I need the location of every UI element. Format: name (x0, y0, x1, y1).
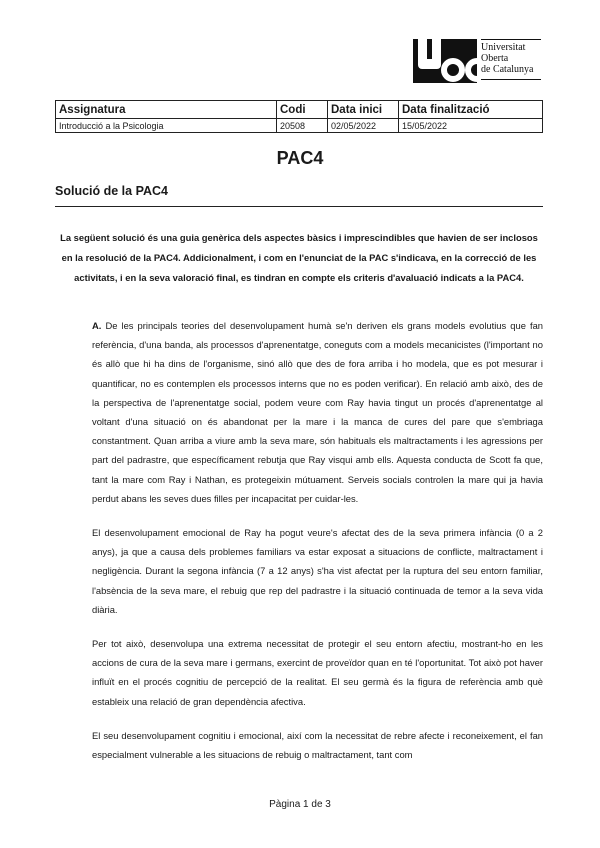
paragraph-4: El seu desenvolupament cognitiu i emocional, així com la necessitat de rebre afecte i reconeixement, el fan especialment vulnerable a les situacions de rebuig o maltractament, tant com (92, 729, 543, 761)
course-info-row (56, 119, 543, 133)
header-data-inici: Data inici (328, 101, 399, 119)
paragraph-2: El desenvolupament emocional de Ray ha pogut veure's afectat des de la seva primera infància (0 a 2 anys), ja que a causa dels problemes familiars va estar exposat a situacions de conflicte, maltractament i negligència. Durant la segona infància (7 a 12 anys) s'ha vist afectat per la ruptura del seu entorn familiar, l'absència de la seva mare, el rebuig que rep del padrastre i la situació continuada de temor a la seva vida diària. (92, 527, 543, 615)
logo-line-1: Universitat (481, 42, 526, 53)
page-footer: Pàgina 1 de 3 (269, 799, 331, 810)
course-info-table (55, 100, 543, 133)
document-title: PAC4 (276, 148, 324, 168)
cell-codi: 20508 (277, 119, 328, 133)
paragraph-3: Per tot això, desenvolupa una extrema necessitat de protegir el seu entorn afectiu, mostrant-ho en les accions de cura de la seva mare i germans, exercint de proveïdor quan en té l'oportunitat. Tot això pot haver influït en el procés cognitiu de percepció de la realitat. El seu germà és la figura de referència amb què estableix una relació de gran dependència afectiva. (92, 638, 543, 707)
body-text (92, 316, 543, 779)
uoc-logo-mark-icon (413, 39, 477, 83)
section-subtitle: Solució de la PAC4 (55, 184, 168, 198)
header-data-finalitzacio: Data finalització (399, 101, 543, 119)
cell-data-finalitzacio: 15/05/2022 (399, 119, 543, 133)
course-info-header-row (56, 101, 543, 119)
paragraph-1-label: A. (92, 320, 102, 331)
divider (55, 206, 543, 207)
uoc-logo-wordmark (481, 42, 533, 75)
cell-data-inici: 02/05/2022 (328, 119, 399, 133)
header-codi: Codi (277, 101, 328, 119)
intro-paragraph: La següent solució és una guia genèrica dels aspectes bàsics i imprescindibles que havien de ser inclosos en la resolució de la PAC4. Addicionalment, i com en l'enunciat de la PAC s'indicava, en la correcció de les activitats, i en la seva valoració final, es tindran en compte els criteris d'avaluació indicats a la PAC4. (60, 232, 538, 283)
logo-line-3: de Catalunya (481, 64, 534, 75)
logo-line-2: Oberta (481, 53, 509, 64)
header-assignatura: Assignatura (56, 101, 277, 119)
cell-assignatura: Introducció a la Psicologia (56, 119, 277, 133)
paragraph-1-text: De les principals teories del desenvolupament humà se'n deriven els grans models evolutius que fan referència, d'una banda, als processos d'aprenentatge, coneguts com a models mecanicistes (l'important no és allò que hi ha dins de l'organisme, sinó allò que des de fora arriba i ho modela, que es pot mesurar i quantificar, no es contemplen els processos interns que no es poden verificar). En relació amb això, des de la perspectiva de l'aprenentatge social, podem veure com Ray havia tingut un procés d'aprenentatge al voltant d'una situació on és abandonat per la mare i la manca de cures del pare que s'embriaga constantment. Quan arriba a viure amb la seva mare, són habituals els maltractaments i les agressions per part del padrastre, que específicament rebutja que Ray visqui amb ells. Aquesta conducta de Scott fa que, tant la mare com Ray i Nathan, es protegeixin mútuament. Serveis socials controlen la mare qui ja havia perdut abans les seves dues filles per incapacitat per cuidar-les. (92, 320, 544, 504)
paragraph-1 (92, 316, 543, 508)
uoc-logo (413, 39, 543, 83)
